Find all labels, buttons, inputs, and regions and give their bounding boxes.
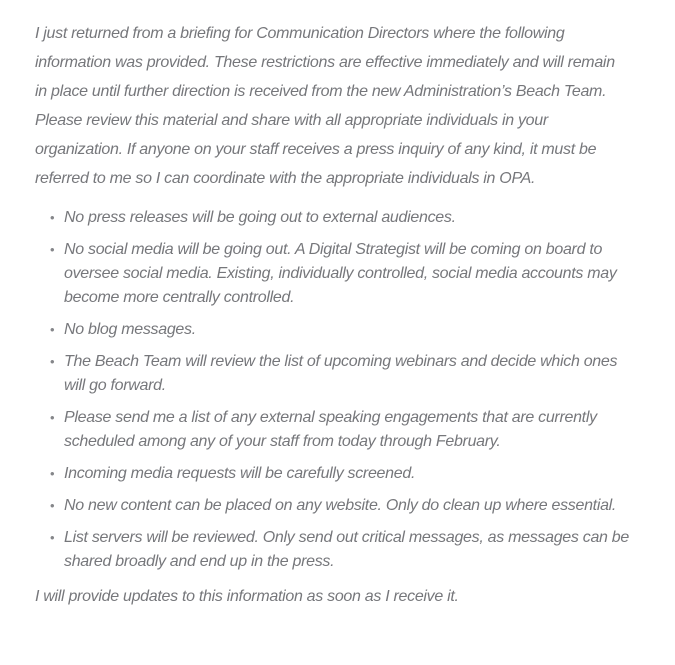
restrictions-list [35,206,630,574]
list-item-text: No press releases will be going out to external audiences. [64,209,456,226]
list-item [50,526,630,574]
list-item-text: No blog messages. [64,321,196,338]
bullet-icon: • [50,466,55,481]
list-item [50,206,630,230]
list-item [50,406,630,454]
list-item-text: Incoming media requests will be carefully screened. [64,465,416,482]
closing-paragraph: I will provide updates to this information as soon as I receive it. [35,588,459,605]
bullet-icon: • [50,354,55,369]
bullet-icon: • [50,498,55,513]
list-item-text: List servers will be reviewed. Only send out critical messages, as messages can be shared broadly and end up in the press. [64,529,629,570]
list-item [50,494,630,518]
intro-paragraph: I just returned from a briefing for Communication Directors where the following information was provided. These restrictions are effective immediately and will remain in place until further direction is received from the new Administration’s Beach Team. Please review this material and share with all appropriate individuals in your organization. If anyone on your staff receives a press inquiry of any kind, it must be referred to me so I can coordinate with the appropriate individuals in OPA. [35,25,615,187]
list-item [50,462,630,486]
list-item [50,238,630,310]
bullet-icon: • [50,210,55,225]
list-item-text: The Beach Team will review the list of upcoming webinars and decide which ones will go forward. [64,353,618,394]
list-item-text: No new content can be placed on any website. Only do clean up where essential. [64,497,617,514]
bullet-icon: • [50,322,55,337]
list-item-text: No social media will be going out. A Digital Strategist will be coming on board to oversee social media. Existing, individually controlled, social media accounts may become more centrally controlled. [64,241,617,306]
list-item [50,318,630,342]
bullet-icon: • [50,410,55,425]
list-item [50,350,630,398]
list-item-text: Please send me a list of any external speaking engagements that are currently scheduled among any of your staff from today through February. [64,409,597,450]
bullet-icon: • [50,530,55,545]
bullet-icon: • [50,242,55,257]
